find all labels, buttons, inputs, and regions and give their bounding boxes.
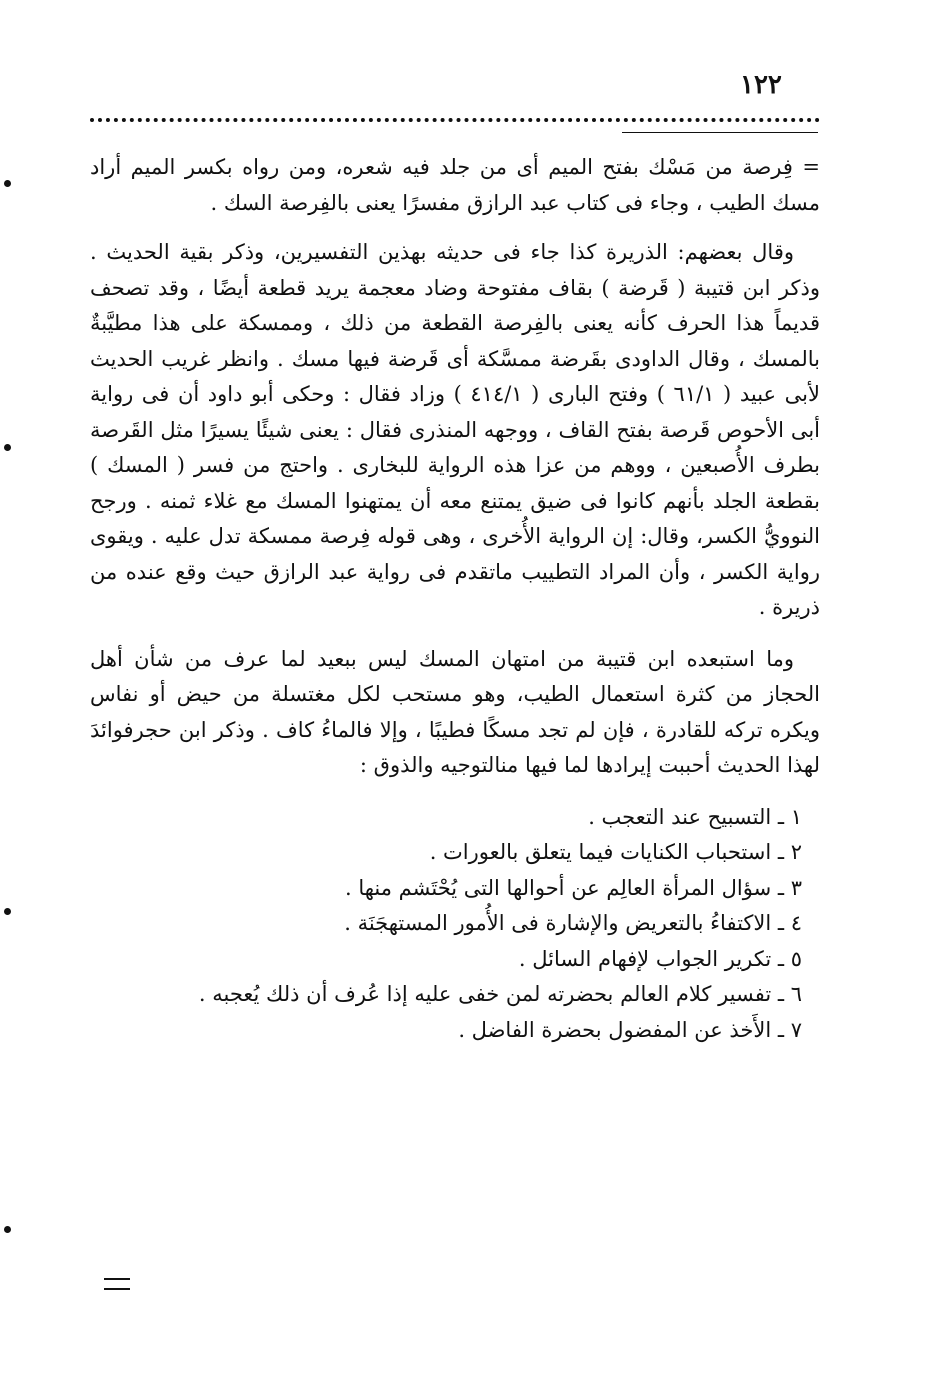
header-rule: [622, 132, 818, 133]
list-item: ٣ ـ سؤال المرأة العالِم عن أحوالها التى يُحْتَشم منها .: [344, 875, 802, 900]
margin-mark: [4, 908, 11, 915]
list-item: ٤ ـ الاكتفاءُ بالتعريض والإشارة فى الأُمور المستهجَنَة .: [344, 911, 802, 935]
list-item: ٥ ـ تكرير الجواب لإفهام السائل .: [518, 946, 802, 971]
margin-mark: [4, 444, 11, 451]
list-item: ٧ ـ الأَخذ عن المفضول بحضرة الفاضل .: [458, 1017, 802, 1042]
list-item: ١ ـ التسبيح عند التعجب .: [588, 804, 802, 829]
list-item: ٢ ـ استحباب الكنايات فيما يتعلق بالعورات .: [429, 840, 802, 864]
page-number: ١٢٢: [740, 70, 782, 100]
paragraph: وما استبعده ابن قتيبة من امتهان المسك ليس ببعيد لما عرف من شأن أهل الحجاز من كثرة استعمال الطيب، وهو مستحب لكل مغتسلة من حيض أو نفاس ويكره تركه للقادرة ، فإن لم تجد مسكًا فطيبًا ، وإلا فالماءُ كاف . وذكر ابن حجرفوائدَ لهذا الحديث أحببت إيرادها لما فيها منالتوجيه والذوق :: [90, 646, 820, 777]
continuation-mark: [104, 1278, 130, 1290]
margin-mark: [4, 180, 11, 187]
benefits-list: [90, 800, 820, 1049]
list-item: ٦ ـ تفسير كلام العالم بحضرته لمن خفى عليه إذا عُرف أن ذلك يُعجبه .: [198, 982, 802, 1006]
header-dotted-rule: [90, 118, 820, 122]
margin-mark: [4, 1226, 11, 1233]
body-text: [90, 150, 820, 1048]
footnote-continuation: = فِرصة من مَسْك بفتح الميم أى من جلد فيه شعره، ومن رواه بكسر الميم أراد مسك الطيب ، وجاء فى كتاب عبد الرازق مفسرًا يعنى بالفِرصة السك .: [90, 155, 820, 215]
paragraph: وقال بعضهم: الذريرة كذا جاء فى حديثه بهذين التفسيرين، وذكر بقية الحديث . وذكر ابن قتيبة ( قَرضة ) بقاف مفتوحة وضاد معجمة يريد قطعة أيضًا ، وقد تصحف قديماً هذا الحرف كأنه يعنى بالفِرصة القطعة من ذلك ، وممسكة على هذا مطيَّبةٌ بالمسك ، وقال الداودى بقَرضة ممسَّكة أى قَرضة فيها مسك . وانظر غريب الحديث لأبى عبيد ( ٦١/١ ) وفتح البارى ( ٤١٤/١ ) وزاد فقال : وحكى أبو داود أن فى رواية أبى الأحوص قَرصة بفتح القاف ، ووجهه المنذرى فقال : يعنى شيئًا يسيرًا مثل القَرصة بطرف الأُصبعين ، ووهم من عزا هذه الرواية للبخارى . واحتج من فسر ( المسك ) بقطعة الجلد بأنهم كانوا فى ضيق يمتنع معه أن يمتهنوا المسك مع غلاء ثمنه . ورجح النوويُّ الكسر، وقال: إن الرواية الأُخرى ، وهى قوله فِرصة ممسكة تدل عليه . ويقوى رواية الكسر ، وأن المراد التطييب ماتقدم فى رواية عبد الرازق حيث وقع عنده من ذريرة .: [90, 240, 821, 619]
